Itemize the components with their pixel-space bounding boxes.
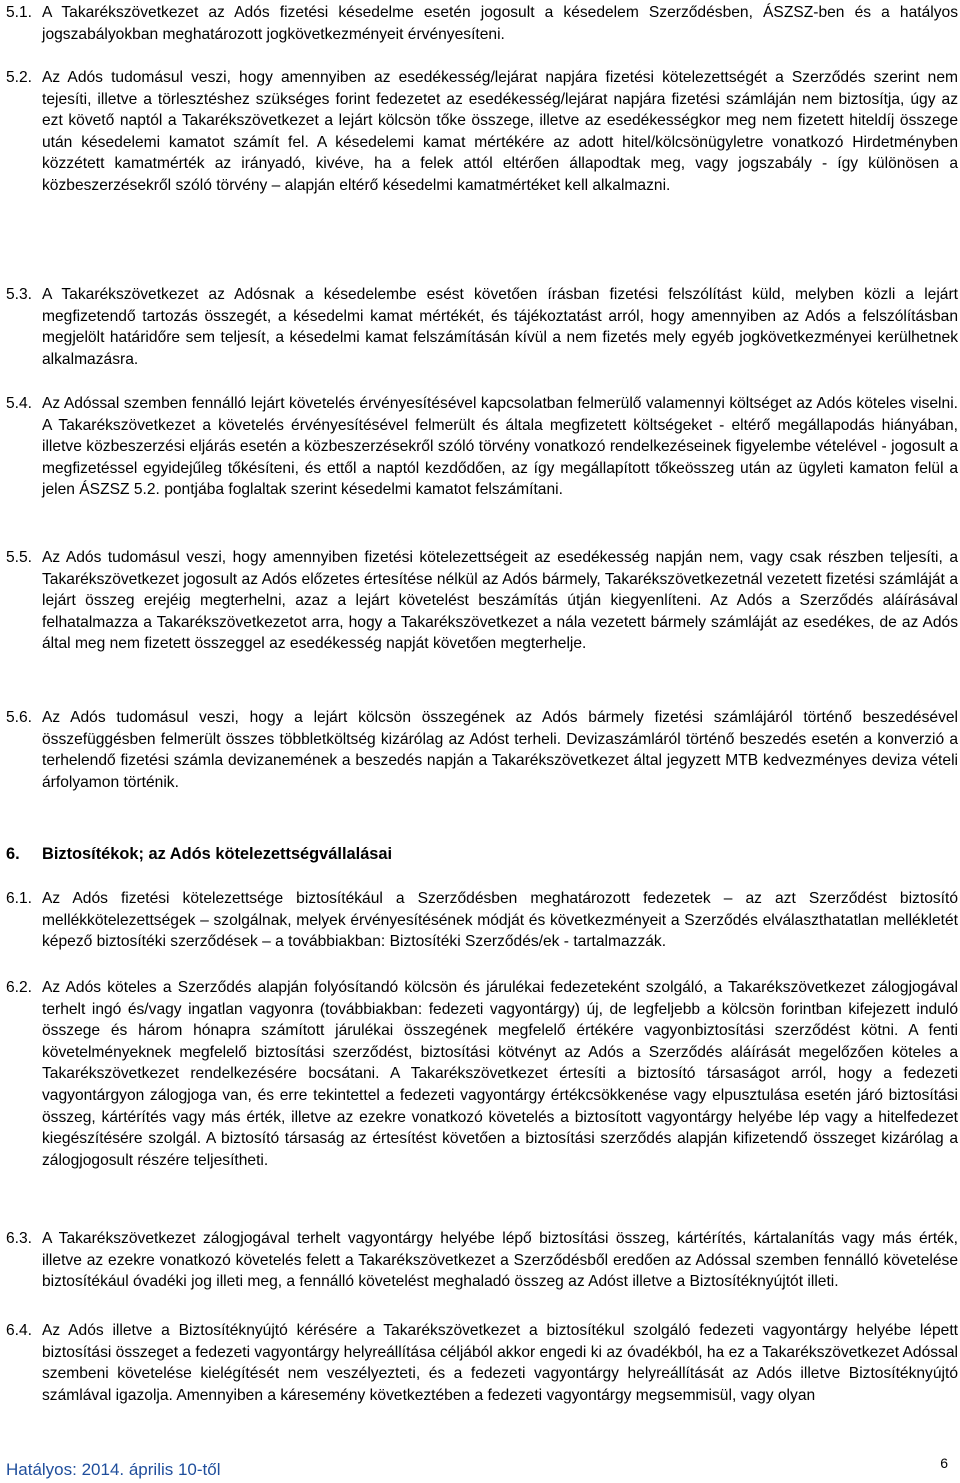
clause-text: Az Adós fizetési kötelezettsége biztosítékául a Szerződésben meghatározott fedezetek – az azt Szerződést biztosító mellékkötelezettségek – szolgálnak, melyek érvényesítésének módját és következményeit a Szerződés elválaszthatatlan mellékletét képező biztosítéki szerződések – a továbbiakban: Biztosítéki Szerződés/ek - tartalmazzák. [42,890,958,951]
clause-5-3 [6,284,958,370]
section-title: Biztosítékok; az Adós kötelezettségvállalásai [42,845,393,863]
clause-text: Az Adós tudomásul veszi, hogy a lejárt kölcsön összegének az Adós bármely fizetési számlájáról történő beszedésével összefüggésben felmerült összes többletköltség kizárólag az Adóst terheli. Devizaszámláról történő beszedés esetén a konverzió a terhelendő fizetési számla devizanemének a beszedés napján a Takarékszövetkezet által jegyzett MTB kedvezményes deviza vételi árfolyamon történik. [42,709,958,791]
clause-text: Az Adós tudomásul veszi, hogy amennyiben fizetési kötelezettségeit az esedékesség napján nem, vagy csak részben teljesíti, a Takarékszövetkezet jogosult az Adós előzetes értesítése nélkül az Adós bármely, Takarékszövetkezetnál vezetett fizetési számláját a lejárt összeg erejéig megterhelni, azaz a lejárt követelést beszámítás útján kiegyenlíteni. Az Adós a Szerződés aláírásával felhatalmazza a Takarékszövetkezetot arra, hogy a Takarékszövetkezet a nála vezetett bármely számláját az esedékes, de az Adós által meg nem fizetett összeggel az esedékesség napját követően megterhelje. [42,549,958,653]
clause-text: Az Adós tudomásul veszi, hogy amennyiben az esedékesség/lejárat napjára fizetési kötelezettségét a Szerződés szerint nem tejesíti, illetve a törlesztéshez szükséges forint fedezetet az esedékesség/lejárat napjára fizetési számláján nem biztosítja, úgy az ezt követő naptól a Takarékszövetkezet a lejárt kölcsön tőke összege, illetve az esedékességkor meg nem fizetett hiteldíj összege után késedelemi kamatot számít fel. A késedelemi kamat mértékére az adott hitel/kölcsönügyletre vonatkozó Hirdetményben közzétett kamatmérték az irányadó, kivéve, ha a felek attól eltérően állapodtak meg, vagy jogszabály - így különösen a közbeszerzésekről szóló törvény – alapján eltérő késedelmi kamatmértéket kell alkalmazni. [42,69,958,194]
clause-number: 6.4. [6,1322,33,1339]
section-heading [6,843,958,865]
clause-5-1 [6,2,958,45]
clause-number: 5.1. [6,4,33,21]
clause-number: 5.2. [6,69,33,86]
clause-6-3 [6,1228,958,1293]
section-number: 6. [6,845,20,863]
clause-number: 6.2. [6,979,33,996]
clause-number: 6.3. [6,1230,33,1247]
validity-date: Hatályos: 2014. április 10-től [6,1460,221,1479]
clause-number: 6.1. [6,890,33,907]
clause-text: Az Adós illetve a Biztosítéknyújtó kérésére a Takarékszövetkezet a biztosítékul szolgáló fedezeti vagyontárgy helyébe lépett biztosítási összeget a fedezeti vagyontárgy helyreállítása céljából akkor engedi ki az óvadékból, ha ez a Takarékszövetkezet Adóssal szembeni követelése kielégítését nem veszélyezteti, és a fedezeti vagyontárgy helyreállítását az Adós illetve Biztosítéknyújtó számlával igazolja. Amennyiben a káresemény következtében a fedezeti vagyontárgy megsemmisül, vagy olyan [42,1322,958,1404]
clause-6-2 [6,977,958,1171]
clause-5-6 [6,707,958,793]
clause-5-4 [6,393,958,501]
clause-6-1 [6,888,958,953]
clause-number: 5.5. [6,549,33,566]
clause-number: 5.3. [6,286,33,303]
clause-6-4 [6,1320,958,1406]
page-number: 6 [940,1455,948,1471]
clause-text: A Takarékszövetkezet zálogjogával terhelt vagyontárgy helyébe lépő biztosítási összeg, kártérítés, kártalanítás vagy más érték, illetve az ezekre vonatkozó követelés felett a Takarékszövetkezet a Szerződésből eredően az Adóssal szemben fennálló követelése biztosítékául óvadéki jog illeti meg, a fennálló követelést meghaladó összeg az Adóst illetve a Biztosítéknyújtót illeti. [42,1230,958,1291]
clause-5-2 [6,67,958,197]
clause-text: Az Adós köteles a Szerződés alapján folyósítandó kölcsön és járulékai fedezeteként szolgáló, a Takarékszövetkezet zálogjogával terhelt ingó és/vagy ingatlan vagyonra (továbbiakban: fedezeti vagyontárgy) új, de legfeljebb a kölcsön forintban kifejezett induló összege és három hónapra számított járulékai összegének megfelelő értékére vagyonbiztosítási szerződést kötni. A fenti követelményeknek megfelelő biztosítási szerződést, biztosítási kötvényt az Adós a Szerződés aláírását megelőzően köteles a Takarékszövetkezet rendelkezésére bocsátani. A Takarékszövetkezet értesíti a biztosító társaságot arról, hogy a fedezeti vagyontárgyon zálogjoga van, és erre tekintettel a fedezeti vagyontárgy értékcsökkenése vagy elpusztulása esetén járó biztosítási összeg, kártérítés vagy más érték, illetve az ezekre vonatkozó követelés a biztosított vagyontárgy helyébe lép vagy a hitelfedezet kiegészítésére szolgál. A biztosító társaság az értesítést követően a biztosítási szerződés alapján kifizetendő összeget kizárólag a zálogjogosult részére teljesítheti. [42,979,958,1169]
clause-text: A Takarékszövetkezet az Adósnak a késedelembe esést követően írásban fizetési felszólítást küld, melyben közli a lejárt megfizetendő tartozás összegét, a késedelmi kamat mértékét, és tájékoztatást arról, hogy amennyiben az Adós a felszólításban megjelölt határidőre sem teljesít, a késedelmi kamat felszámításán kívül a nem fizetés mely egyéb jogkövetkezményei kerülhetnek alkalmazásra. [42,286,958,368]
clause-number: 5.4. [6,395,33,412]
clause-number: 5.6. [6,709,33,726]
clause-text: Az Adóssal szemben fennálló lejárt követelés érvényesítésével kapcsolatban felmerülő valamennyi költséget az Adós köteles viselni. A Takarékszövetkezet a követelés érvényesítésével felmerült és általa megfizetett költségeket - eltérő megállapodás hiányában, illetve közbeszerzési eljárás esetén a közbeszerzésekről szóló törvény vonatkozó rendelkezéseinek figyelembe vételével - jogosult a megfizetéssel egyidejűleg tőkésíteni, és ettől a naptól kezdődően, az így megállapított tőkeösszeg után az ügyleti kamaton felül a jelen ÁSZSZ 5.2. pontjába foglaltak szerint késedelmi kamatot felszámítani. [42,395,958,499]
clause-text: A Takarékszövetkezet az Adós fizetési késedelme esetén jogosult a késedelem Szerződésben, ÁSZSZ-ben és a hatályos jogszabályokban meghatározott jogkövetkezményeit érvényesíteni. [42,4,958,43]
clause-5-5 [6,547,958,655]
